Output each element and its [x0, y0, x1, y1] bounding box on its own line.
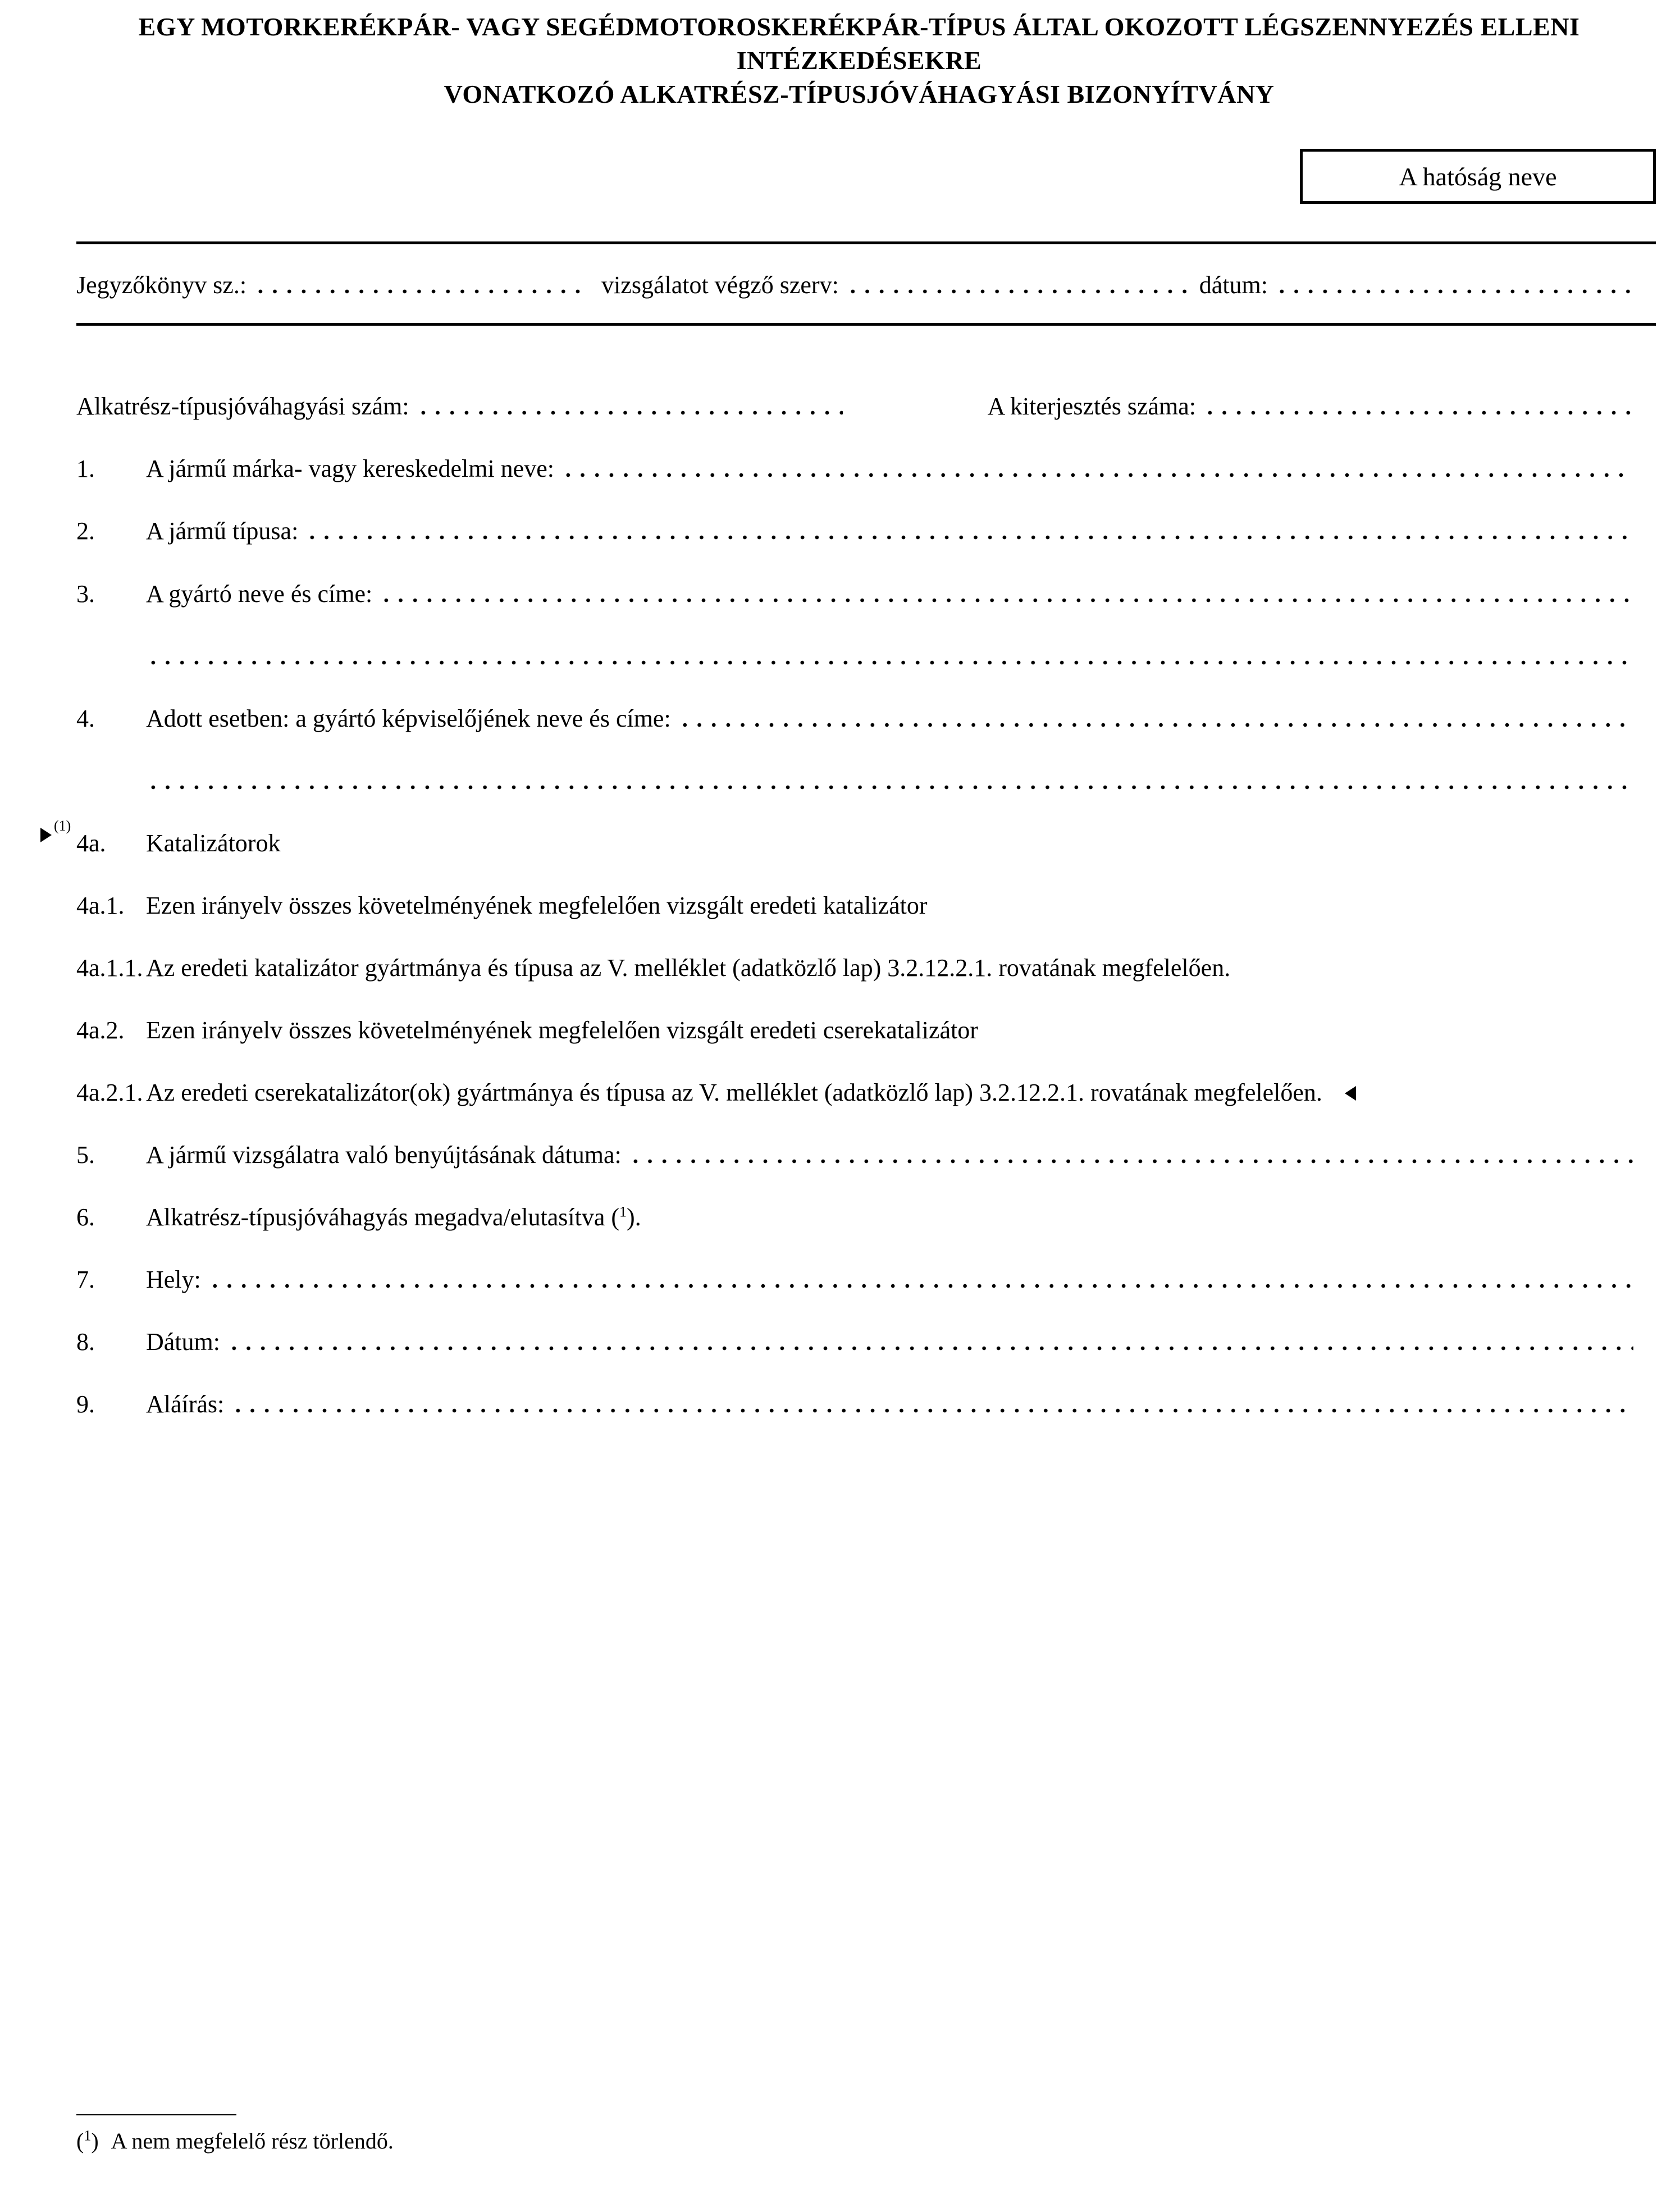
approval-row	[76, 390, 1656, 423]
authority-name-label: A hatóság neve	[1399, 162, 1557, 191]
catalysts-heading-row	[76, 827, 1656, 860]
report-number-label: Jegyzőkönyv sz.:	[76, 271, 247, 299]
certificate-title	[67, 10, 1651, 111]
approval-number-field[interactable]	[416, 410, 843, 416]
footnote-text: A nem megfelelő rész törlendő.	[111, 2128, 394, 2154]
item-3-row	[76, 577, 1656, 611]
approval-number-label: Alkatrész-típusjóváhagyási szám:	[76, 393, 409, 420]
date-field[interactable]	[227, 1345, 1633, 1351]
item-8-row	[76, 1325, 1656, 1359]
testing-body-label: vizsgálatot végző szerv:	[601, 271, 839, 299]
report-date-field[interactable]	[1275, 289, 1633, 294]
item-7-row	[76, 1263, 1656, 1297]
item-number: 6.	[76, 1203, 95, 1231]
title-line-1: EGY MOTORKERÉKPÁR- VAGY SEGÉDMOTOROSKERÉKPÁR-TÍPUS ÁLTAL OKOZOTT LÉGSZENNYEZÉS ELLENI INTÉZKEDÉSEKRE	[138, 12, 1580, 75]
item-4-label: Adott esetben: a gyártó képviselőjének neve és címe:	[146, 705, 671, 732]
item-7-label: Hely:	[146, 1266, 201, 1293]
vehicle-type-field[interactable]	[305, 535, 1633, 540]
item-2-row	[76, 514, 1656, 548]
authority-name-box	[1300, 149, 1656, 204]
item-9-row	[76, 1388, 1656, 1421]
manufacturer-name-field[interactable]	[379, 597, 1633, 603]
catalyst-subitem-text: Ezen irányelv összes követelményének megfelelően vizsgált eredeti katalizátor	[146, 892, 928, 919]
submission-date-field[interactable]	[628, 1158, 1633, 1164]
item-9-label: Aláírás:	[146, 1390, 225, 1418]
amendment-start-marker	[40, 818, 71, 842]
triangle-right-icon	[40, 828, 52, 842]
item-5-row	[76, 1138, 1656, 1172]
catalyst-subitem-row	[76, 1076, 1656, 1110]
amendment-footnote-ref: (1)	[54, 818, 71, 834]
item-4-row	[76, 702, 1656, 736]
catalyst-subitem-row	[76, 1014, 1656, 1047]
report-date-label: dátum:	[1199, 271, 1268, 299]
footnote-divider	[76, 2114, 236, 2115]
item-number: 5.	[76, 1141, 95, 1169]
amendment-end-marker-icon	[1345, 1086, 1356, 1101]
footnote: ($^1$) A nem megfelelő rész törlendő.	[76, 2127, 394, 2154]
title-line-2: VONATKOZÓ ALKATRÉSZ-TÍPUSJÓVÁHAGYÁSI BIZONYÍTVÁNY	[444, 80, 1275, 108]
item-number: 4a.2.	[76, 1016, 125, 1044]
item-number: 4a.	[76, 829, 106, 857]
footnote-number: 1	[84, 2127, 92, 2144]
item-number: 4a.1.1.	[76, 954, 143, 982]
item-number: 3.	[76, 580, 95, 608]
item-number: 4.	[76, 705, 95, 732]
report-number-field[interactable]	[253, 289, 585, 294]
item-number: 8.	[76, 1328, 95, 1356]
approval-decision-text[interactable]: Alkatrész-típusjóváhagyás megadva/elutasítva ($^1$).	[146, 1203, 641, 1231]
item-5-label: A jármű vizsgálatra való benyújtásának dátuma:	[146, 1141, 622, 1169]
item-3-continuation-row	[76, 640, 1656, 673]
item-number: 7.	[76, 1266, 95, 1293]
item-8-label: Dátum:	[146, 1328, 220, 1356]
item-number: 4a.2.1.	[76, 1079, 143, 1106]
manufacturer-address-field[interactable]	[146, 660, 1633, 665]
extension-number-field[interactable]	[1203, 410, 1633, 416]
item-number: 4a.1.	[76, 892, 125, 919]
item-1-label: A jármű márka- vagy kereskedelmi neve:	[146, 455, 554, 482]
footnote-ref: 1	[619, 1203, 627, 1220]
catalyst-subitem-text: Az eredeti katalizátor gyártmánya és típusa az V. melléklet (adatközlő lap) 3.2.12.2.1. rovatának megfelelően.	[146, 954, 1231, 982]
extension-number-label: A kiterjesztés száma:	[987, 393, 1197, 420]
item-4-continuation-row	[76, 764, 1656, 798]
place-field[interactable]	[208, 1283, 1633, 1289]
catalysts-heading: Katalizátorok	[146, 829, 281, 857]
representative-name-field[interactable]	[678, 722, 1633, 728]
testing-body-field[interactable]	[846, 289, 1194, 294]
report-row	[76, 268, 1656, 302]
catalyst-subitem-row	[76, 889, 1656, 923]
header-divider	[76, 323, 1656, 326]
catalyst-subitem-text: Az eredeti cserekatalizátor(ok) gyártmánya és típusa az V. melléklet (adatközlő lap) 3.2.12.2.1. rovatának megfelelően.	[146, 1079, 1322, 1106]
representative-address-field[interactable]	[146, 784, 1633, 790]
top-divider	[76, 241, 1656, 244]
item-6-row	[76, 1201, 1656, 1234]
item-3-label: A gyártó neve és címe:	[146, 580, 373, 608]
catalyst-subitem-text: Ezen irányelv összes követelményének megfelelően vizsgált eredeti cserekatalizátor	[146, 1016, 978, 1044]
item-2-label: A jármű típusa:	[146, 517, 299, 545]
item-number: 1.	[76, 455, 95, 482]
catalyst-subitem-row	[76, 951, 1656, 985]
vehicle-make-field[interactable]	[561, 472, 1633, 478]
signature-field[interactable]	[231, 1408, 1633, 1413]
item-number: 2.	[76, 517, 95, 545]
item-number: 9.	[76, 1390, 95, 1418]
item-1-row	[76, 452, 1656, 486]
